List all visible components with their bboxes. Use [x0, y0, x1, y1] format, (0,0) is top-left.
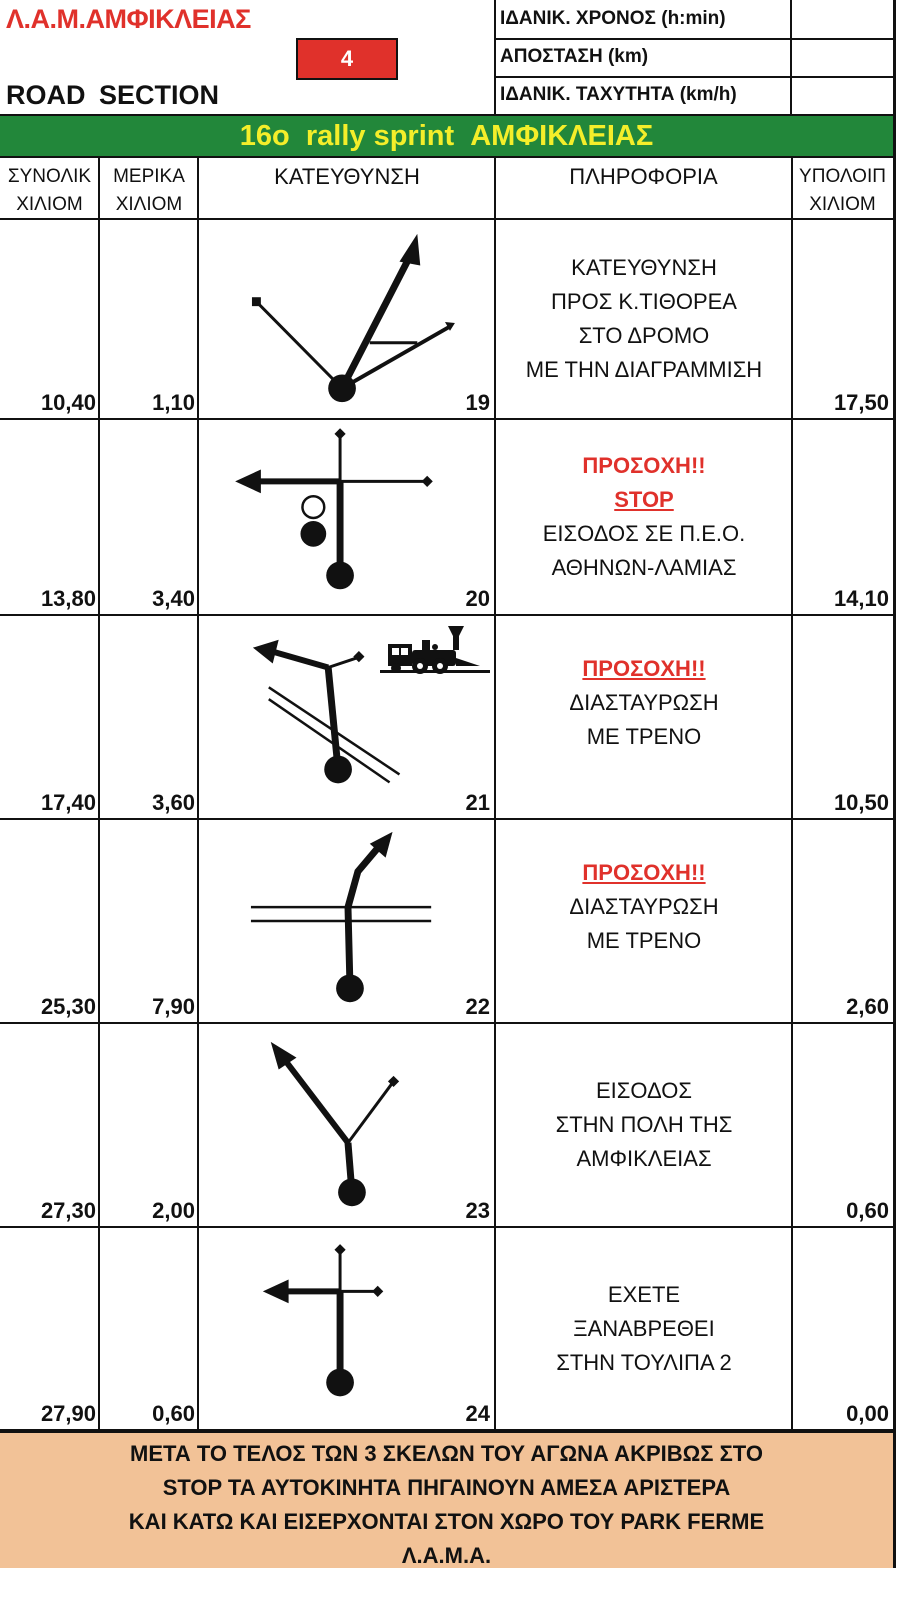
col-header-partial: [99, 158, 199, 220]
col-header-remaining: [792, 158, 893, 220]
footer-line: Λ.Α.Μ.Α.: [401, 1543, 492, 1568]
ideal-time-row: [496, 0, 895, 40]
col-header-total-line1: ΣΥΝΟΛΙΚ: [7, 166, 92, 187]
partial-km: 2,00: [152, 1198, 195, 1223]
info-cell: [496, 820, 792, 1022]
remaining-km: 0,00: [846, 1401, 889, 1426]
total-km: 13,80: [40, 586, 96, 611]
col-header-partial-line1: ΜΕΡΙΚΑ: [113, 166, 185, 187]
section-info-table: [494, 0, 895, 114]
tulip-number: 19: [465, 390, 490, 415]
col-header-total-line2: ΧΙΛΙΟΜ: [16, 194, 83, 215]
tulip-diagram-24: [200, 1228, 494, 1429]
tulip-number: 21: [465, 790, 490, 815]
table-row: [0, 220, 893, 420]
info-line: ΔΙΑΣΤΑΥΡΩΣΗ: [569, 894, 719, 919]
ideal-speed-row: [496, 76, 895, 114]
tulip-number: 22: [465, 994, 490, 1019]
remaining-km: 17,50: [833, 390, 889, 415]
partial-km: 1,10: [152, 390, 195, 415]
info-line: ΜΕ ΤΗΝ ΔΙΑΓΡΑΜΜΙΣΗ: [525, 357, 763, 382]
col-header-information: ΠΛΗΡΟΦΟΡΙΑ: [495, 158, 792, 220]
info-line: ΞΑΝΑΒΡΕΘΕΙ: [573, 1315, 715, 1341]
col-header-partial-line2: ΧΙΛΙΟΜ: [115, 194, 183, 215]
remaining-km: 10,50: [833, 790, 889, 815]
col-header-total: [0, 158, 99, 220]
table-row: [0, 1024, 893, 1228]
section-title: ROAD SECTION: [6, 80, 220, 110]
info-line: ΑΜΦΙΚΛΕΙΑΣ: [576, 1146, 712, 1171]
info-line: ΚΑΤΕΥΘΥΝΣΗ: [571, 255, 717, 280]
info-line: ΣΤΗΝ ΠΟΛΗ ΤΗΣ: [555, 1112, 733, 1137]
info-cell: [496, 220, 792, 418]
distance-label: ΑΠΟΣΤΑΣΗ (km): [500, 46, 649, 67]
table-row: [0, 616, 893, 820]
stop-text: STOP: [614, 487, 674, 512]
info-cell: [496, 616, 792, 818]
total-km: 17,40: [40, 790, 96, 815]
info-line: ΣΤΟ ΔΡΟΜΟ: [578, 323, 710, 348]
info-line: ΕΙΣΟΔΟΣ: [596, 1078, 692, 1103]
ideal-speed-label: ΙΔΑΝΙΚ. ΤΑΧΥΤΗΤΑ (km/h): [500, 84, 737, 105]
footer-line: STOP ΤΑ ΑΥΤΟΚΙΝΗΤΑ ΠΗΓΑΙΝΟΥΝ ΑΜΕΣΑ ΑΡΙΣΤΕΡΑ: [162, 1475, 731, 1500]
table-row: [0, 420, 893, 616]
info-cell: [496, 1024, 792, 1226]
col-header-direction: ΚΑΤΕΥΘΥΝΣΗ: [199, 158, 495, 220]
remaining-km: 2,60: [846, 994, 889, 1019]
distance-value: [790, 38, 897, 76]
info-line: ΠΡΟΣ Κ.ΤΙΘΟΡΕΑ: [551, 289, 737, 314]
section-number-badge: 4: [296, 38, 398, 80]
total-km: 27,30: [40, 1198, 96, 1223]
tulip-number: 24: [465, 1401, 490, 1426]
ideal-speed-value: [790, 76, 897, 114]
train-icon: [380, 620, 490, 678]
remaining-km: 14,10: [833, 586, 889, 611]
partial-km: 7,90: [152, 994, 195, 1019]
total-km: 25,30: [40, 994, 96, 1019]
info-line: ΜΕ ΤΡΕΝΟ: [586, 724, 702, 749]
info-line: ΣΤΗΝ ΤΟΥΛΙΠΑ 2: [556, 1349, 732, 1375]
table-row: [0, 1228, 893, 1431]
info-line: ΜΕ ΤΡΕΝΟ: [586, 928, 702, 953]
info-line: ΕΧΕΤΕ: [607, 1281, 681, 1307]
col-header-remaining-line1: ΥΠΟΛΟΙΠ: [799, 166, 886, 187]
info-line: ΑΘΗΝΩΝ-ΛΑΜΙΑΣ: [551, 555, 737, 580]
footer-line: ΚΑΙ ΚΑΤΩ ΚΑΙ ΕΙΣΕΡΧΟΝΤΑΙ ΣΤΟΝ ΧΩΡΟ ΤΟΥ PARK FERME: [128, 1509, 765, 1534]
info-line: ΕΙΣΟΔΟΣ ΣΕ Π.Ε.Ο.: [542, 521, 746, 546]
col-header-remaining-line2: ΧΙΛΙΟΜ: [809, 194, 876, 215]
total-km: 27,90: [40, 1401, 96, 1426]
tulip-diagram-22: [200, 820, 494, 1022]
ideal-time-value: [790, 0, 897, 38]
warning-text: ΠΡΟΣΟΧΗ!!: [582, 453, 706, 478]
partial-km: 3,60: [152, 790, 195, 815]
tulip-number: 23: [465, 1198, 490, 1223]
partial-km: 0,60: [152, 1401, 195, 1426]
ideal-time-label: ΙΔΑΝΙΚ. ΧΡΟΝΟΣ (h:min): [500, 8, 726, 29]
table-row: [0, 820, 893, 1024]
distance-row: [496, 38, 895, 78]
info-cell: [496, 1228, 792, 1429]
footer-note: [0, 1431, 893, 1568]
footer-line: ΜΕΤΑ ΤΟ ΤΕΛΟΣ ΤΩΝ 3 ΣΚΕΛΩΝ ΤΟΥ ΑΓΩΝΑ ΑΚΡΙΒΩΣ ΣΤΟ: [130, 1441, 763, 1466]
tulip-diagram-19: [200, 220, 494, 418]
info-line: ΔΙΑΣΤΑΥΡΩΣΗ: [569, 690, 719, 715]
rally-banner: 16o rally sprint ΑΜΦΙΚΛΕΙΑΣ: [0, 114, 893, 158]
organizer-name: Λ.Α.Μ.ΑΜΦΙΚΛΕΙΑΣ: [6, 4, 251, 34]
partial-km: 3,40: [152, 586, 195, 611]
tulip-number: 20: [465, 586, 490, 611]
tulip-diagram-23: [200, 1024, 494, 1226]
remaining-km: 0,60: [846, 1198, 889, 1223]
total-km: 10,40: [40, 390, 96, 415]
warning-text: ΠΡΟΣΟΧΗ!!: [582, 860, 706, 885]
warning-text: ΠΡΟΣΟΧΗ!!: [582, 656, 706, 681]
roadbook-header: [0, 0, 893, 114]
info-cell: [496, 420, 792, 614]
tulip-diagram-20: [200, 420, 494, 614]
